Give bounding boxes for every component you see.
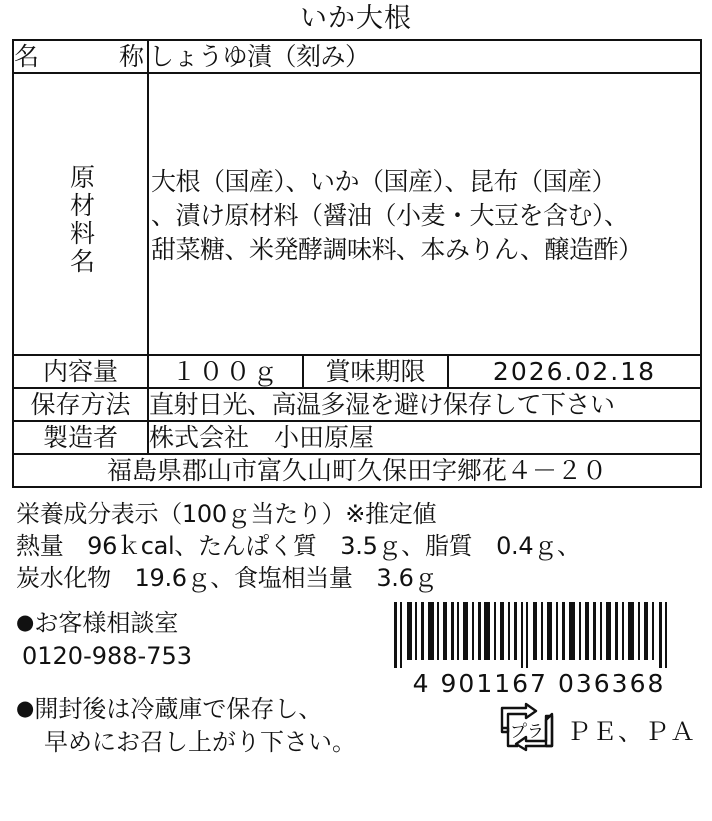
storage-label: 保存方法 xyxy=(13,388,148,421)
storage-note-line-1: 開封後は冷蔵庫で保存し、 xyxy=(34,695,323,723)
table-row-storage xyxy=(13,388,701,421)
table-row-ingredients xyxy=(13,73,701,355)
ingredients-label: 原材料名 xyxy=(66,164,96,276)
name-label: 名 称 xyxy=(14,42,155,71)
table-row-address xyxy=(13,454,701,487)
ingredients-line-3: 甜菜糖、米発酵調味料、本みりん、醸造酢） xyxy=(151,235,643,264)
packaging-materials: ＰＥ、ＰＡ xyxy=(565,717,696,746)
expiry-value: 2026.02.18 xyxy=(448,355,701,388)
ingredients-line-1: 大根（国産）、いか（国産）、昆布（国産） xyxy=(151,167,617,196)
nutrition-heading: 栄養成分表示（100ｇ当たり）※推定値 xyxy=(16,500,437,528)
bullet-icon: ● xyxy=(16,696,35,720)
ingredients-value-cell xyxy=(148,73,701,355)
expiry-label: 賞味期限 xyxy=(303,355,448,388)
barcode-icon xyxy=(384,602,684,668)
storage-note xyxy=(16,692,356,759)
maker-value: 株式会社 小田原屋 xyxy=(148,421,701,454)
ingredients-label-cell xyxy=(13,73,148,355)
nutrition-facts-table xyxy=(12,39,702,488)
customer-contact xyxy=(16,606,192,673)
ingredients-text xyxy=(149,161,700,267)
maker-address: 福島県郡山市富久山町久保田字郷花４－２０ xyxy=(13,454,701,487)
content-label: 内容量 xyxy=(13,355,148,388)
storage-value: 直射日光、高温多湿を避け保存して下さい xyxy=(148,388,701,421)
ingredients-line-2: 、漬け原材料（醤油（小麦・大豆を含む）、 xyxy=(151,201,629,230)
table-row-name xyxy=(13,40,701,73)
table-row-content-expiry xyxy=(13,355,701,388)
plastic-recycle-icon xyxy=(496,702,558,758)
table-row-maker xyxy=(13,421,701,454)
contact-title-row xyxy=(16,606,192,640)
recycle-mark-text: プラ xyxy=(509,722,544,742)
name-value: しょうゆ漬（刻み） xyxy=(148,40,701,73)
barcode-group-1: 901167 xyxy=(440,669,548,698)
bullet-icon: ● xyxy=(16,610,35,634)
contact-phone: 0120-988-753 xyxy=(22,642,193,670)
barcode-lead-digit: 4 xyxy=(412,669,431,698)
page-title: いか大根 xyxy=(300,3,412,34)
nutrition-line-2: 炭水化物 19.6ｇ、食塩相当量 3.6ｇ xyxy=(16,564,438,592)
storage-note-row-1 xyxy=(16,692,356,726)
barcode-number xyxy=(384,669,694,698)
nutrition-info xyxy=(12,498,700,594)
recycle-info xyxy=(496,702,696,758)
maker-label: 製造者 xyxy=(13,421,148,454)
barcode-area xyxy=(384,602,694,698)
nutrition-line-1: 熱量 96ｋcal、たんぱく質 3.5ｇ、脂質 0.4ｇ、 xyxy=(16,532,581,560)
storage-note-line-2: 早めにお召し上がり下さい。 xyxy=(44,728,356,756)
barcode-group-2: 036368 xyxy=(557,669,666,698)
contact-title: お客様相談室 xyxy=(34,609,179,637)
content-value: １００ｇ xyxy=(148,355,303,388)
bottom-area xyxy=(12,606,700,756)
